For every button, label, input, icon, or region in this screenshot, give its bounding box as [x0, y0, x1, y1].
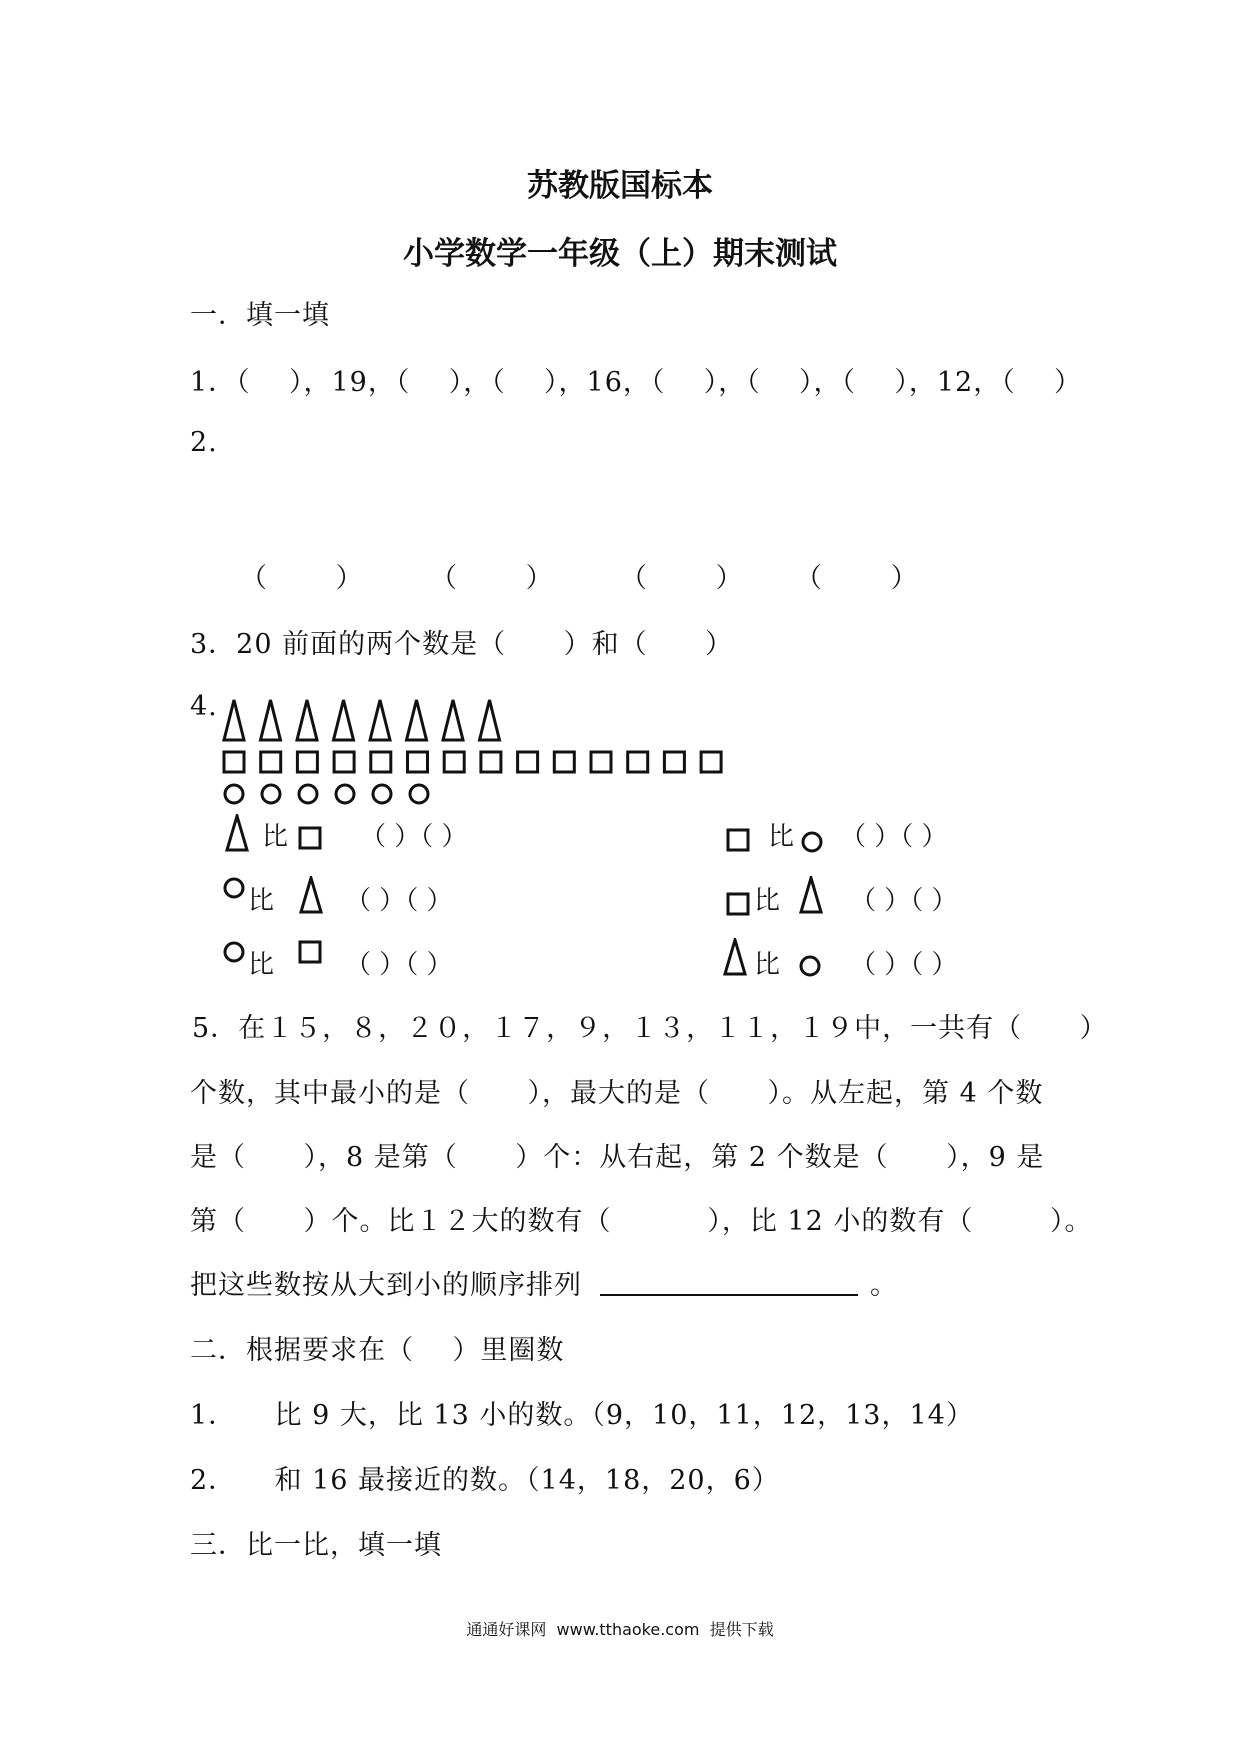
triangle-icon: [224, 700, 244, 740]
circle-icon: [798, 954, 822, 978]
square-icon: [481, 752, 501, 772]
triangle-icon: [722, 938, 748, 976]
question-2-label: 2.: [190, 427, 218, 458]
triangle-icon: [334, 700, 354, 740]
circle-icon: [262, 785, 280, 803]
compare-blank[interactable]: （ ）（ ）: [345, 950, 453, 980]
question-1: 1．（ ），19，（ ），（ ），16，（ ），（ ），（ ），12，（ ）: [190, 367, 1083, 398]
compare-blank[interactable]: （ ）（ ）: [345, 886, 453, 916]
circle-icon: [373, 785, 391, 803]
question-5-line-1: 5．在１５，８，２０，１７，９，１３，１１，１９中，一共有（ ）: [192, 1013, 1108, 1044]
triangle-row: [222, 696, 782, 746]
q2-blank-1[interactable]: （ ）: [240, 563, 363, 594]
question-5-line-4: 第（ ）个。比１２大的数有（ ），比 12 小的数有（ ）。: [190, 1206, 1093, 1237]
compare-word: 比: [262, 822, 289, 852]
question-3: 3．20 前面的两个数是（ ）和（ ）: [190, 629, 734, 660]
triangle-icon: [224, 814, 250, 852]
compare-blank[interactable]: （ ）（ ）: [850, 886, 958, 916]
section1-heading: 一．填一填: [190, 300, 330, 331]
question-5-line-5: 把这些数按从大到小的顺序排列: [190, 1270, 582, 1301]
triangle-icon: [480, 700, 500, 740]
compare-blank[interactable]: （ ）（ ）: [360, 822, 468, 852]
answer-line[interactable]: [600, 1264, 858, 1296]
title-publisher: 苏教版国标本: [527, 168, 713, 204]
section2-question-2: 2． 和 16 最接近的数。（14，18，20，6）: [190, 1465, 780, 1496]
square-icon: [591, 752, 611, 772]
triangle-icon: [297, 700, 317, 740]
square-icon: [224, 752, 244, 772]
question-5-period: 。: [870, 1270, 898, 1301]
circle-icon: [222, 940, 246, 964]
triangle-icon: [407, 700, 427, 740]
compare-word: 比: [248, 886, 275, 916]
section2-question-1: 1． 比 9 大，比 13 小的数。（9，10，11，12，13，14）: [190, 1400, 974, 1431]
triangle-icon: [798, 876, 824, 914]
triangle-icon: [443, 700, 463, 740]
circle-icon: [222, 876, 246, 900]
q2-blank-4[interactable]: （ ）: [795, 563, 918, 594]
compare-word: 比: [754, 886, 781, 916]
triangle-icon: [298, 876, 324, 914]
square-icon: [518, 752, 538, 772]
square-icon: [726, 892, 750, 916]
title-exam: 小学数学一年级（上）期末测试: [403, 236, 837, 272]
circle-row: [222, 780, 482, 810]
circle-icon: [336, 785, 354, 803]
triangle-icon: [261, 700, 281, 740]
square-icon: [444, 752, 464, 772]
square-icon: [334, 752, 354, 772]
q2-blank-2[interactable]: （ ）: [430, 563, 553, 594]
triangle-icon: [370, 700, 390, 740]
circle-icon: [225, 785, 243, 803]
square-row: [222, 748, 762, 778]
question-5-line-3: 是（ ），8 是第（ ）个：从右起，第 2 个数是（ ），9 是: [190, 1142, 1045, 1173]
compare-word: 比: [754, 950, 781, 980]
q2-blank-3[interactable]: （ ）: [620, 563, 743, 594]
circle-icon: [800, 830, 824, 854]
circle-icon: [410, 785, 428, 803]
square-icon: [726, 828, 750, 852]
square-icon: [371, 752, 391, 772]
compare-word: 比: [248, 950, 275, 980]
compare-blank[interactable]: （ ）（ ）: [840, 822, 948, 852]
question-4-label: 4.: [190, 691, 218, 722]
square-icon: [298, 826, 322, 850]
square-icon: [664, 752, 684, 772]
circle-icon: [299, 785, 317, 803]
square-icon: [297, 752, 317, 772]
square-icon: [701, 752, 721, 772]
compare-blank[interactable]: （ ）（ ）: [850, 950, 958, 980]
compare-word: 比: [768, 822, 795, 852]
section2-heading: 二．根据要求在（ ）里圈数: [190, 1335, 565, 1366]
square-icon: [628, 752, 648, 772]
square-icon: [554, 752, 574, 772]
question-5-line-2: 个数，其中最小的是（ ），最大的是（ ）。从左起，第 4 个数: [190, 1078, 1044, 1109]
section3-heading: 三．比一比，填一填: [190, 1530, 442, 1561]
square-icon: [298, 940, 322, 964]
square-icon: [261, 752, 281, 772]
square-icon: [408, 752, 428, 772]
footer-source: 通通好课网 www.tthaoke.com 提供下载: [466, 1620, 774, 1639]
